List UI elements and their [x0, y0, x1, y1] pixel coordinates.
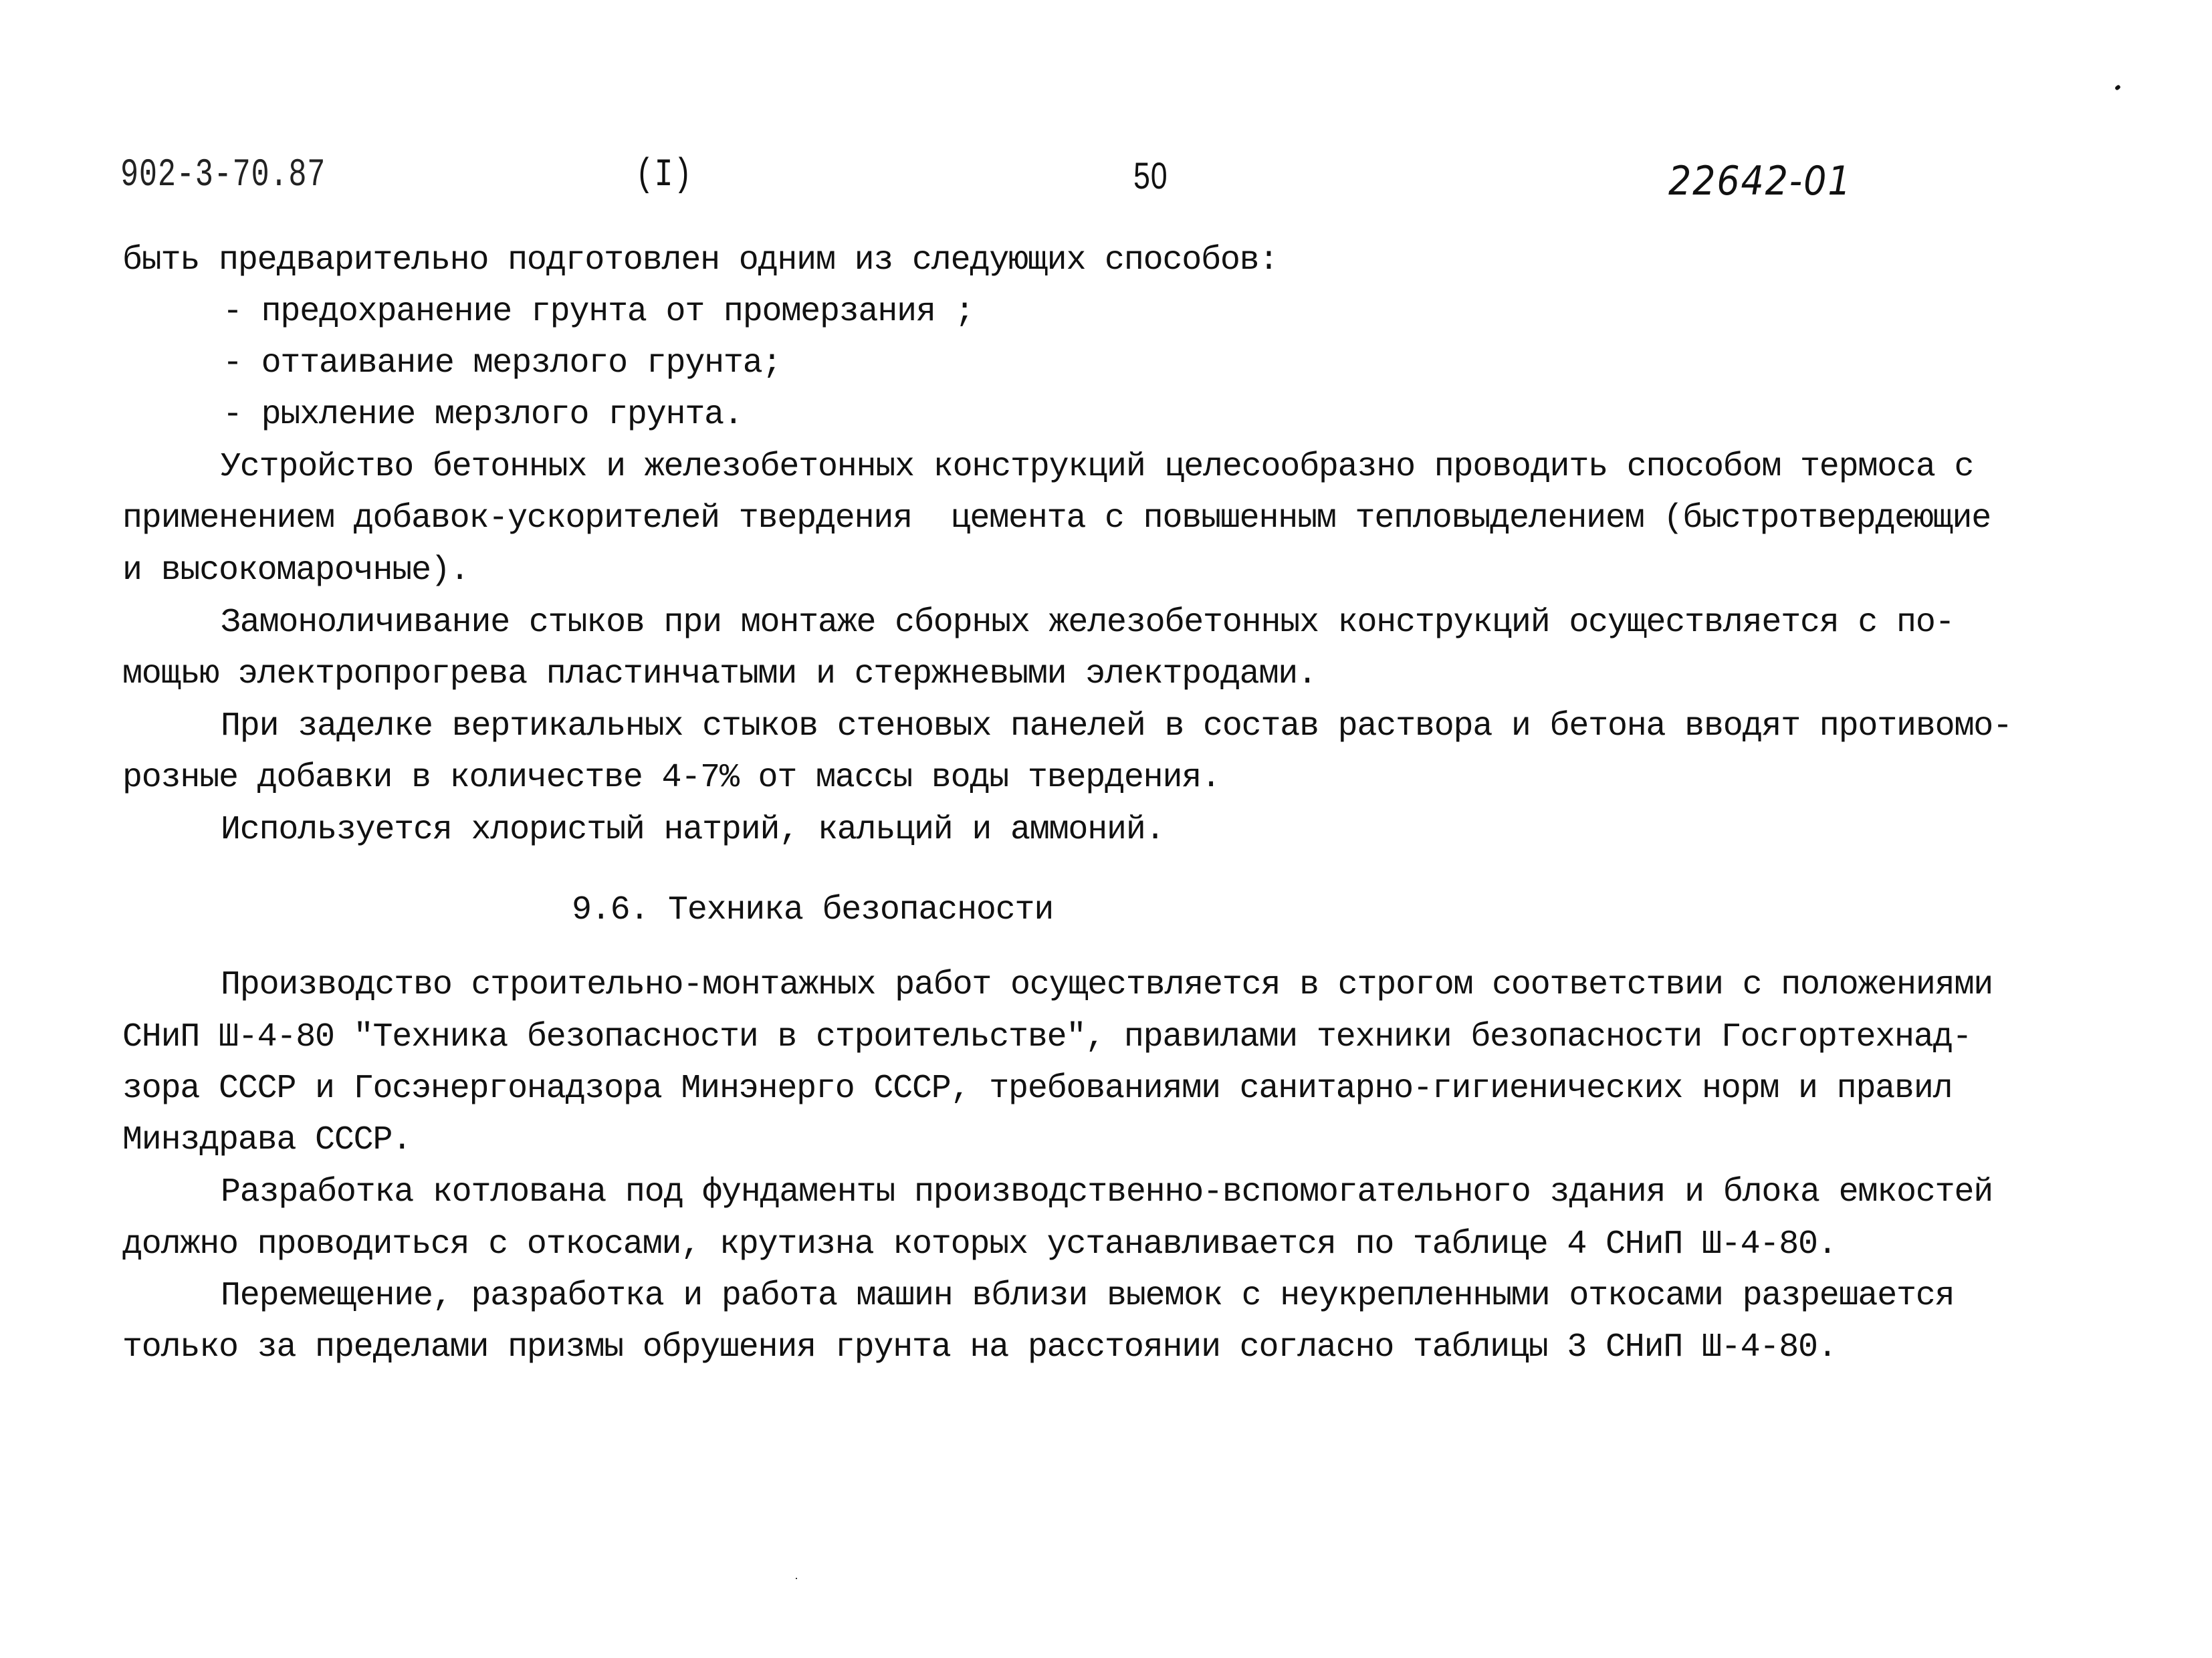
- method-item: - рыхление мерзлого грунта.: [223, 396, 743, 434]
- paragraph-line: Разработка котлована под фундаменты производственно-вспомогательного здания и блока емкостей: [221, 1173, 1993, 1211]
- method-item: - предохранение грунта от промерзания ;: [223, 293, 974, 331]
- page-number: 50: [1133, 154, 1168, 197]
- inventory-number: 22642-01: [1668, 158, 1852, 205]
- scan-speck: [796, 1578, 797, 1579]
- paragraph-line: Замоноличивание стыков при монтаже сборных железобетонных конструкций осуществляется с по-: [221, 604, 1955, 642]
- paragraph-line: Производство строительно-монтажных работ осуществляется в строгом соответствии с положениями: [221, 966, 1993, 1004]
- paragraph-line: мощью электропрогрева пластинчатыми и стержневыми электродами.: [122, 655, 1317, 693]
- paragraph-line: должно проводиться с откосами, крутизна которых устанавливается по таблице 4 СНиП Ш-4-80.: [122, 1225, 1837, 1264]
- section-heading: 9.6. Техника безопасности: [572, 891, 1054, 929]
- scan-speck: [2114, 84, 2121, 91]
- paragraph-line: применением добавок-ускорителей твердения цемента с повышенным тепловыделением (быстротвердеющие: [122, 499, 1991, 538]
- paragraph-line: только за пределами призмы обрушения грунта на расстоянии согласно таблицы 3 СНиП Ш-4-80.: [122, 1328, 1837, 1367]
- paragraph-line: Перемещение, разработка и работа машин вблизи выемок с неукрепленными откосами разрешается: [221, 1277, 1955, 1315]
- paragraph-line: Минздрава СССР.: [122, 1121, 412, 1159]
- paragraph-line: и высокомарочные).: [122, 552, 469, 590]
- paragraph-line: При заделке вертикальных стыков стеновых панелей в состав раствора и бетона вводят противомо-: [221, 707, 2012, 745]
- document-code: 902-3-70.87: [120, 154, 326, 197]
- paragraph-line: Используется хлористый натрий, кальций и аммоний.: [221, 811, 1165, 849]
- document-part: (I): [635, 154, 693, 197]
- intro-line: быть предварительно подготовлен одним из следующих способов:: [122, 241, 1279, 279]
- paragraph-line: Устройство бетонных и железобетонных конструкций целесообразно проводить способом термоса с: [221, 448, 1974, 486]
- paragraph-line: СНиП Ш-4-80 "Техника безопасности в строительстве", правилами техники безопасности Госгортехнад-: [122, 1018, 1972, 1056]
- paragraph-line: зора СССР и Госэнергонадзора Минэнерго СССР, требованиями санитарно-гигиенических норм и правил: [122, 1070, 1953, 1108]
- paragraph-line: розные добавки в количестве 4-7% от массы воды твердения.: [122, 759, 1220, 797]
- method-item: - оттаивание мерзлого грунта;: [223, 344, 782, 382]
